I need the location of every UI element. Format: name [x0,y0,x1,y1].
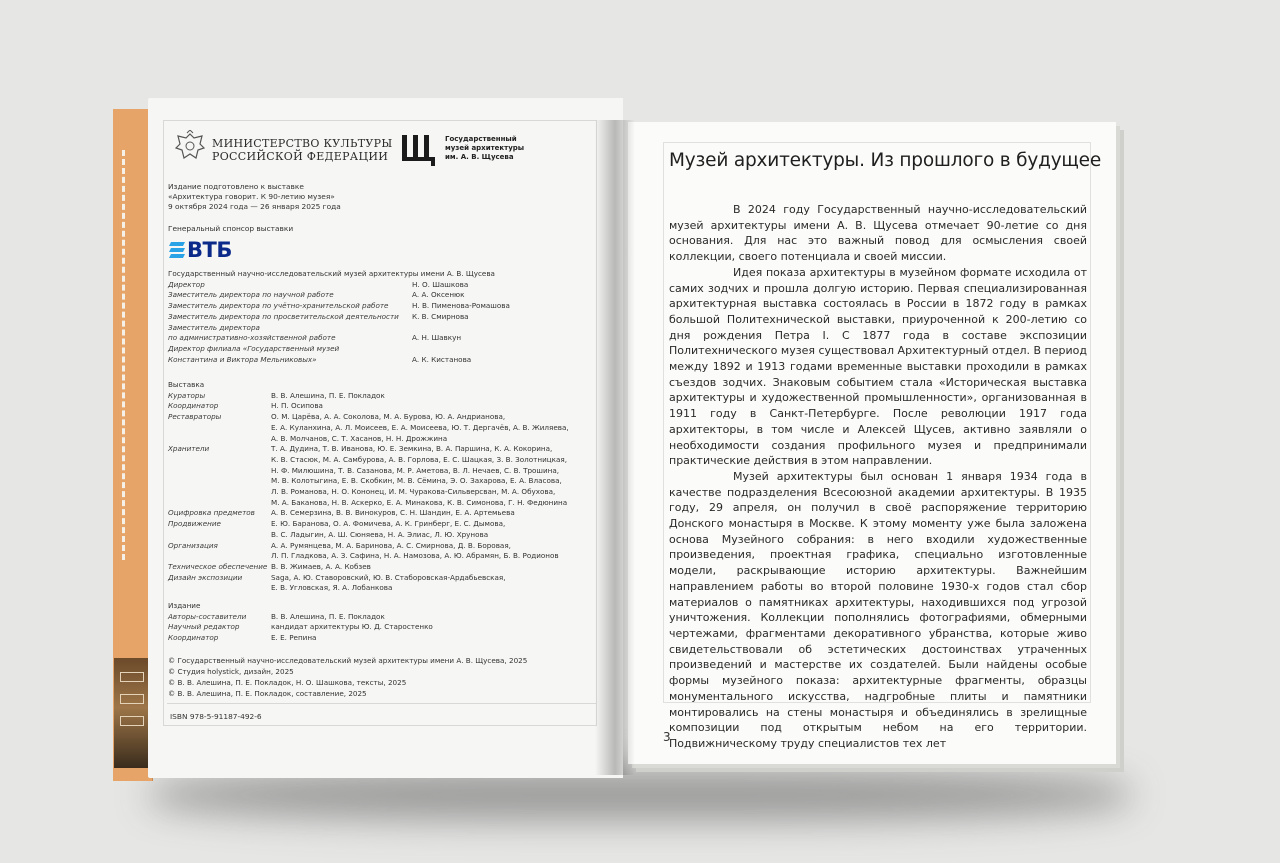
ministry-name: МИНИСТЕРСТВО КУЛЬТУРЫ РОССИЙСКОЙ ФЕДЕРАЦИИ [212,137,393,163]
credit-row: Е. А. Куланхина, А. Л. Моисеев, Е. А. Моисеева, Ю. Т. Дергачёв, А. В. Жиляева, [271,422,569,432]
credit-row: Л. П. Гладкова, А. З. Сафина, Н. А. Намозова, А. Ю. Абрамян, Б. В. Родионов [271,551,559,561]
credit-row: Н. Ф. Милюшина, Т. В. Сазанова, М. Р. Аметова, В. Л. Нечаев, С. В. Трошина, [271,465,560,475]
chapter-title: Музей архитектуры. Из прошлого в будущее [669,150,1102,171]
body-text [669,202,1087,752]
sponsor-label: Генеральный спонсор выставки [168,224,294,233]
credit-row: Л. В. Романова, Н. О. Кононец, И. М. Чуракова-Сильверсван, М. А. Обухова, [271,487,556,497]
divider [167,703,597,704]
credit-row: Константина и Виктора Мельниковых» А. К. Кистанова [168,354,472,364]
edition-credits [168,601,433,644]
cover-edge-ticks [122,150,125,560]
credit-row: Организация А. А. Румянцева, М. А. Баринова, А. С. Смирнова, Д. В. Боровая, [168,540,511,550]
museum-logo-icon [400,133,440,171]
section-title: Издание [168,601,201,610]
credit-row: К. В. Стасюк, М. А. Самбурова, А. В. Горлова, Е. С. Шацкая, З. В. Золотницкая, [271,454,567,464]
paragraph: В 2024 году Государственный научно-исследовательский музей архитектуры имени А. В. Щусева отмечает 90-летие со дня основания. Для нас это важный повод для осмысления своей коллекции, своего потенциала и своей миссии. [669,203,1087,264]
credit-row: Директор Н. О. Шашкова [168,279,469,289]
sponsor-name: ВТБ [187,238,232,262]
copyright-block: © Государственный научно-исследовательский музей архитектуры имени А. В. Щусева, 2025 © Студия holystick, дизайн, 2025 © В. В. Алешина, П. Е. Покладок, Н. О. Шашкова, тексты, 2025 © В. В. Алешина, П. Е. Покладок, составление, 2025 [168,656,528,698]
credit-row: Оцифровка предметов А. В. Семерзина, В. В. Винокуров, С. Н. Шандин, Е. А. Артемьева [168,508,515,518]
institution-name: Государственный научно-исследовательский музей архитектуры имени А. В. Щусева [168,269,495,278]
credit-row: Кураторы В. В. Алешина, П. Е. Покладок [168,390,385,400]
credit-row: В. С. Ладыгин, А. Ш. Сюняева, Н. А. Элиас, Л. Ю. Хрунова [271,529,489,539]
credit-row: по административно-хозяйственной работе А. Н. Шавкун [168,333,462,343]
exhibition-intro: Издание подготовлено к выставке «Архитектура говорит. К 90-летию музея» 9 октября 2024 года — 26 января 2025 года [168,182,341,211]
credit-row: Реставраторы О. М. Царёва, А. А. Соколова, М. А. Бурова, Ю. А. Андрианова, [168,412,506,422]
credit-row: М. А. Баканова, Н. В. Аскерко, Е. А. Минакова, К. В. Симонова, Г. Н. Федюнина [271,497,568,507]
paragraph: Музей архитектуры был основан 1 января 1934 года в качестве подразделения Всесоюзной академии архитектуры. В 1935 году, 29 апреля, он получил в своё распоряжение территорию Донского монастыря в Москве. К этому моменту уже была заложена основа Музейного собрания: в него входили художественные произведения, проектная графика, специально изготовленные модели, раскрывающие историю архитектуры. Важнейшим направлением работы во второй половине 1930-х годов стал сбор материалов о памятниках архитектуры, находившихся под угрозой уничтожения. Коллекции пополнялись фотографиями, обмерными чертежами, фрагментами декоративного убранства, которые живо свидетельствовали об эстетических достоинствах утраченных произведений и мастерстве их создателей. Были найдены особые формы музейного показа: архитектурные фрагменты, образцы монументального искусства, надгробные плиты и памятники монтировались на стены монастыря и объединялись в зрелищные композиции под открытым небом на его территории. Подвижническому труду специалистов тех лет [669,469,1087,750]
credit-row: Директор филиала «Государственный музей [168,343,340,353]
exhibition-credits [168,380,569,594]
credit-row: Заместитель директора по учётно-хранительской работе Н. В. Пименова-Ромашова [168,301,510,311]
credit-row: Научный редактор кандидат архитектуры Ю. Д. Старостенко [168,622,433,632]
book-spine [595,120,635,775]
credit-row: Е. В. Угловская, Я. А. Лобанкова [271,583,393,593]
credit-row: Хранители Т. А. Дудина, Т. В. Иванова, Ю. Е. Земкина, В. А. Паршина, К. А. Кокорина, [168,444,553,454]
credit-row: Заместитель директора [168,322,260,332]
section-title: Выставка [168,380,205,389]
page-number: 3 [663,730,671,744]
credit-row: М. В. Колотыгина, Е. В. Скобкин, М. В. Сёмина, Э. О. Захарова, Е. А. Власова, [271,476,562,486]
paragraph: Идея показа архитектуры в музейном формате исходила от самих зодчих и прошла долгую историю. Первая специализированная архитектурная выставка состоялась в России в 1872 году в рамках большой Политехнической выставки, приуроченной к 200-летию со дня рождения Петра I. С 1877 года в составе экспозиции Политехнического музея существовал Архитектурный отдел. В период между 1892 и 1913 годами временные выставки проходили в рамках съездов зодчих. Знаковым событием стала «Историческая выставка архитектуры и художественной промышленности», организованная в 1911 году в Санкт-Петербурге. После революции 1917 года архитекторы, в том числе и Алексей Щусев, активно заявляли о необходимости создания профильного музея и предпринимали практические действия в этом направлении. [669,265,1087,468]
coat-of-arms-icon [172,130,208,170]
isbn: ISBN 978-5-91187-492-6 [170,712,262,721]
credit-row: Координатор Н. П. Осипова [168,401,323,411]
credit-row: А. В. Молчанов, С. Т. Хасанов, Н. Н. Дрожжина [271,433,448,443]
staff-credits [168,269,510,365]
credit-row: Заместитель директора по просветительской деятельности К. В. Смирнова [168,311,469,321]
credit-row: Заместитель директора по научной работе А. А. Оксенюк [168,290,465,300]
vtb-logo-icon [168,238,186,264]
credit-row: Координатор Е. Е. Репина [168,633,317,643]
cover-photo-strip [114,658,150,768]
credit-row: Техническое обеспечение В. В. Жимаев, А. А. Кобзев [168,561,371,571]
museum-logo-text: Государственный музей архитектуры им. А. В. Щусева [445,135,525,161]
credit-row: Дизайн экспозиции Saga, А. Ю. Ставоровский, Ю. В. Стаборовская-Ардабьевская, [168,572,506,582]
credit-row: Продвижение Е. Ю. Баранова, О. А. Фомичева, А. К. Гринберг, Е. С. Дымова, [168,519,506,529]
credit-row: Авторы-составители В. В. Алешина, П. Е. Покладок [168,611,385,621]
